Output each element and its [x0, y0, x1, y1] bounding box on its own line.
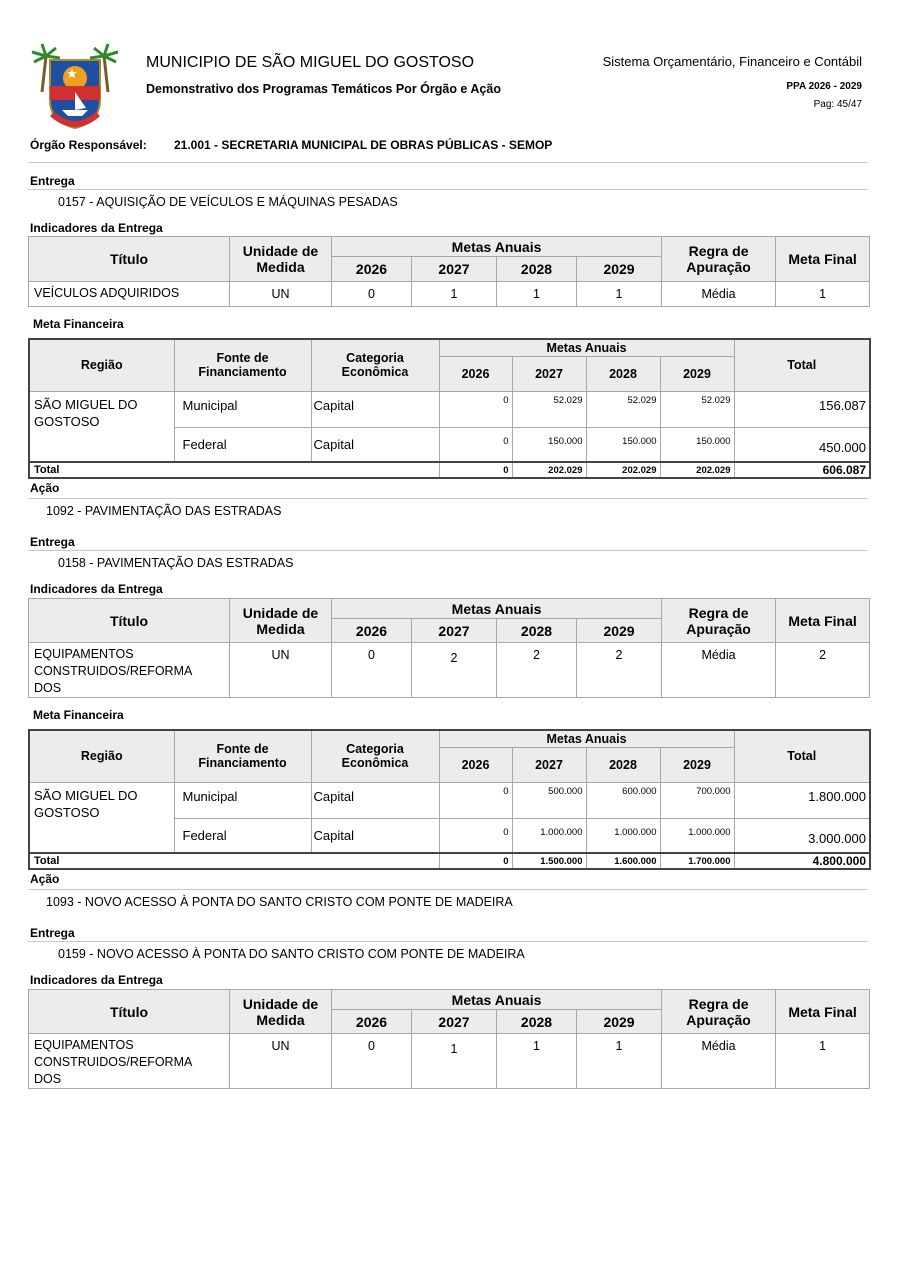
- divider: [28, 189, 868, 190]
- header-year: 2028: [497, 619, 577, 643]
- cell-year: 2: [412, 643, 497, 698]
- header-regiao: Região: [29, 730, 174, 782]
- total-label: Total: [29, 462, 439, 478]
- divider: [28, 889, 868, 890]
- acao-item: 1093 - NOVO ACESSO À PONTA DO SANTO CRISTO COM PONTE DE MADEIRA: [46, 895, 513, 909]
- cell-year: 52.029: [512, 391, 586, 427]
- header-categoria: Categoria Econômica: [311, 339, 439, 391]
- cell-total: 3.000.000: [734, 818, 870, 853]
- page-number: Pag: 45/47: [813, 99, 862, 110]
- total-year: 1.700.000: [660, 853, 734, 869]
- cell-year: 0: [332, 1034, 412, 1089]
- cell-total: 450.000: [734, 427, 870, 462]
- header-total: Total: [734, 730, 870, 782]
- header-categoria: Categoria Econômica: [311, 730, 439, 782]
- acao-item: 1092 - PAVIMENTAÇÃO DAS ESTRADAS: [46, 504, 282, 518]
- acao-heading: Ação: [30, 481, 60, 495]
- divider: [28, 498, 868, 499]
- header-fonte: Fonte de Financiamento: [174, 730, 311, 782]
- header-year: 2028: [497, 257, 577, 282]
- total-row: [29, 853, 870, 869]
- total-value: 606.087: [734, 462, 870, 478]
- cell-year: 700.000: [660, 782, 734, 818]
- indicator-table: [28, 598, 870, 698]
- header-total: Total: [734, 339, 870, 391]
- cell-regra: Média: [662, 282, 776, 307]
- divider: [28, 162, 868, 163]
- cell-year: 0: [332, 282, 412, 307]
- header-fonte: Fonte de Financiamento: [174, 339, 311, 391]
- header-year: 2026: [439, 747, 512, 782]
- header-metas-anuais: Metas Anuais: [332, 599, 662, 619]
- table-row: [29, 391, 870, 427]
- cell-total: 1.800.000: [734, 782, 870, 818]
- header-regra: Regra de Apuração: [662, 990, 776, 1034]
- total-year: 1.500.000: [512, 853, 586, 869]
- acao-heading: Ação: [30, 872, 60, 886]
- cell-titulo: EQUIPAMENTOS CONSTRUIDOS/REFORMA DOS: [29, 1034, 230, 1089]
- cell-year: 1: [412, 282, 497, 307]
- header-regra: Regra de Apuração: [662, 599, 776, 643]
- cell-year: 150.000: [586, 427, 660, 462]
- cell-titulo: VEÍCULOS ADQUIRIDOS: [29, 282, 230, 307]
- header-year: 2026: [332, 619, 412, 643]
- entrega-heading: Entrega: [30, 926, 75, 940]
- header-metas-anuais: Metas Anuais: [439, 339, 734, 356]
- cell-year: 150.000: [512, 427, 586, 462]
- cell-year: 1.000.000: [660, 818, 734, 853]
- cell-year: 1: [412, 1034, 497, 1089]
- header-year: 2029: [577, 619, 662, 643]
- header-year: 2027: [512, 747, 586, 782]
- financial-table: [28, 338, 871, 479]
- total-year: 202.029: [660, 462, 734, 478]
- cell-regra: Média: [662, 643, 776, 698]
- total-year: 0: [439, 462, 512, 478]
- cell-year: 600.000: [586, 782, 660, 818]
- header-titulo: Título: [29, 237, 230, 282]
- total-value: 4.800.000: [734, 853, 870, 869]
- header-year: 2026: [332, 257, 412, 282]
- indicator-table: [28, 989, 870, 1089]
- entrega-item: 0158 - PAVIMENTAÇÃO DAS ESTRADAS: [58, 556, 294, 570]
- cell-year: 0: [439, 391, 512, 427]
- header-regra: Regra de Apuração: [662, 237, 776, 282]
- divider: [28, 941, 868, 942]
- municipality-name: MUNICIPIO DE SÃO MIGUEL DO GOSTOSO: [146, 54, 475, 71]
- header-year: 2028: [586, 356, 660, 391]
- cell-year: 0: [439, 782, 512, 818]
- cell-meta-final: 2: [776, 643, 870, 698]
- total-year: 1.600.000: [586, 853, 660, 869]
- cell-year: 0: [439, 818, 512, 853]
- header-meta-final: Meta Final: [776, 990, 870, 1034]
- cell-year: 1.000.000: [512, 818, 586, 853]
- cell-categoria: Capital: [311, 391, 439, 427]
- header-metas-anuais: Metas Anuais: [439, 730, 734, 747]
- cell-year: 52.029: [586, 391, 660, 427]
- cell-year: 0: [332, 643, 412, 698]
- meta-financeira-heading: Meta Financeira: [33, 708, 124, 722]
- header-titulo: Título: [29, 599, 230, 643]
- cell-year: 150.000: [660, 427, 734, 462]
- cell-year: 2: [497, 643, 577, 698]
- header-meta-final: Meta Final: [776, 599, 870, 643]
- header-unidade: Unidade de Medida: [230, 990, 332, 1034]
- total-year: 202.029: [586, 462, 660, 478]
- cell-unidade: UN: [230, 643, 332, 698]
- cell-unidade: UN: [230, 1034, 332, 1089]
- orgao-label: Órgão Responsável:: [30, 138, 147, 152]
- cell-categoria: Capital: [311, 818, 439, 853]
- cell-total: 156.087: [734, 391, 870, 427]
- header-year: 2028: [497, 1010, 577, 1034]
- total-year: 0: [439, 853, 512, 869]
- header-year: 2027: [512, 356, 586, 391]
- system-name: Sistema Orçamentário, Financeiro e Contábil: [602, 54, 862, 69]
- orgao-responsavel: [30, 138, 552, 152]
- header-year: 2029: [577, 257, 662, 282]
- cell-year: 2: [577, 643, 662, 698]
- header-year: 2027: [412, 257, 497, 282]
- divider: [28, 550, 868, 551]
- header-titulo: Título: [29, 990, 230, 1034]
- orgao-value: 21.001 - SECRETARIA MUNICIPAL DE OBRAS PÚBLICAS - SEMOP: [174, 138, 553, 152]
- cell-fonte: Federal: [174, 427, 311, 462]
- header-unidade: Unidade de Medida: [230, 599, 332, 643]
- entrega-item: 0157 - AQUISIÇÃO DE VEÍCULOS E MÁQUINAS PESADAS: [58, 195, 398, 209]
- cell-categoria: Capital: [311, 782, 439, 818]
- cell-categoria: Capital: [311, 427, 439, 462]
- report-title: Demonstrativo dos Programas Temáticos Por Órgão e Ação: [146, 82, 501, 96]
- entrega-heading: Entrega: [30, 174, 75, 188]
- total-label: Total: [29, 853, 439, 869]
- table-row: [29, 643, 870, 698]
- total-row: [29, 462, 870, 478]
- cell-meta-final: 1: [776, 282, 870, 307]
- header-unidade: Unidade de Medida: [230, 237, 332, 282]
- meta-financeira-heading: Meta Financeira: [33, 317, 124, 331]
- indicadores-heading: Indicadores da Entrega: [30, 221, 163, 235]
- cell-year: 52.029: [660, 391, 734, 427]
- header-year: 2028: [586, 747, 660, 782]
- header-year: 2026: [439, 356, 512, 391]
- cell-year: 1: [497, 1034, 577, 1089]
- indicator-table: [28, 236, 870, 307]
- cell-year: 500.000: [512, 782, 586, 818]
- indicadores-heading: Indicadores da Entrega: [30, 973, 163, 987]
- header-meta-final: Meta Final: [776, 237, 870, 282]
- cell-year: 0: [439, 427, 512, 462]
- table-row: [29, 282, 870, 307]
- header-metas-anuais: Metas Anuais: [332, 237, 662, 257]
- header-regiao: Região: [29, 339, 174, 391]
- cell-regiao: SÃO MIGUEL DO GOSTOSO: [29, 782, 174, 853]
- header-year: 2027: [412, 619, 497, 643]
- cell-fonte: Municipal: [174, 782, 311, 818]
- header-year: 2029: [660, 356, 734, 391]
- cell-year: 1: [577, 1034, 662, 1089]
- financial-table: [28, 729, 871, 870]
- table-row: [29, 1034, 870, 1089]
- header-year: 2026: [332, 1010, 412, 1034]
- cell-regra: Média: [662, 1034, 776, 1089]
- cell-year: 1: [497, 282, 577, 307]
- entrega-heading: Entrega: [30, 535, 75, 549]
- header-year: 2029: [577, 1010, 662, 1034]
- municipal-coat-of-arms-logo: [28, 42, 122, 132]
- cell-unidade: UN: [230, 282, 332, 307]
- entrega-item: 0159 - NOVO ACESSO À PONTA DO SANTO CRISTO COM PONTE DE MADEIRA: [58, 947, 525, 961]
- cell-meta-final: 1: [776, 1034, 870, 1089]
- cell-year: 1.000.000: [586, 818, 660, 853]
- total-year: 202.029: [512, 462, 586, 478]
- header-year: 2029: [660, 747, 734, 782]
- cell-titulo: EQUIPAMENTOS CONSTRUIDOS/REFORMA DOS: [29, 643, 230, 698]
- cell-year: 1: [577, 282, 662, 307]
- indicadores-heading: Indicadores da Entrega: [30, 582, 163, 596]
- table-row: [29, 782, 870, 818]
- cell-fonte: Federal: [174, 818, 311, 853]
- header-metas-anuais: Metas Anuais: [332, 990, 662, 1010]
- cell-fonte: Municipal: [174, 391, 311, 427]
- ppa-period: PPA 2026 - 2029: [786, 81, 862, 92]
- cell-regiao: SÃO MIGUEL DO GOSTOSO: [29, 391, 174, 462]
- header-year: 2027: [412, 1010, 497, 1034]
